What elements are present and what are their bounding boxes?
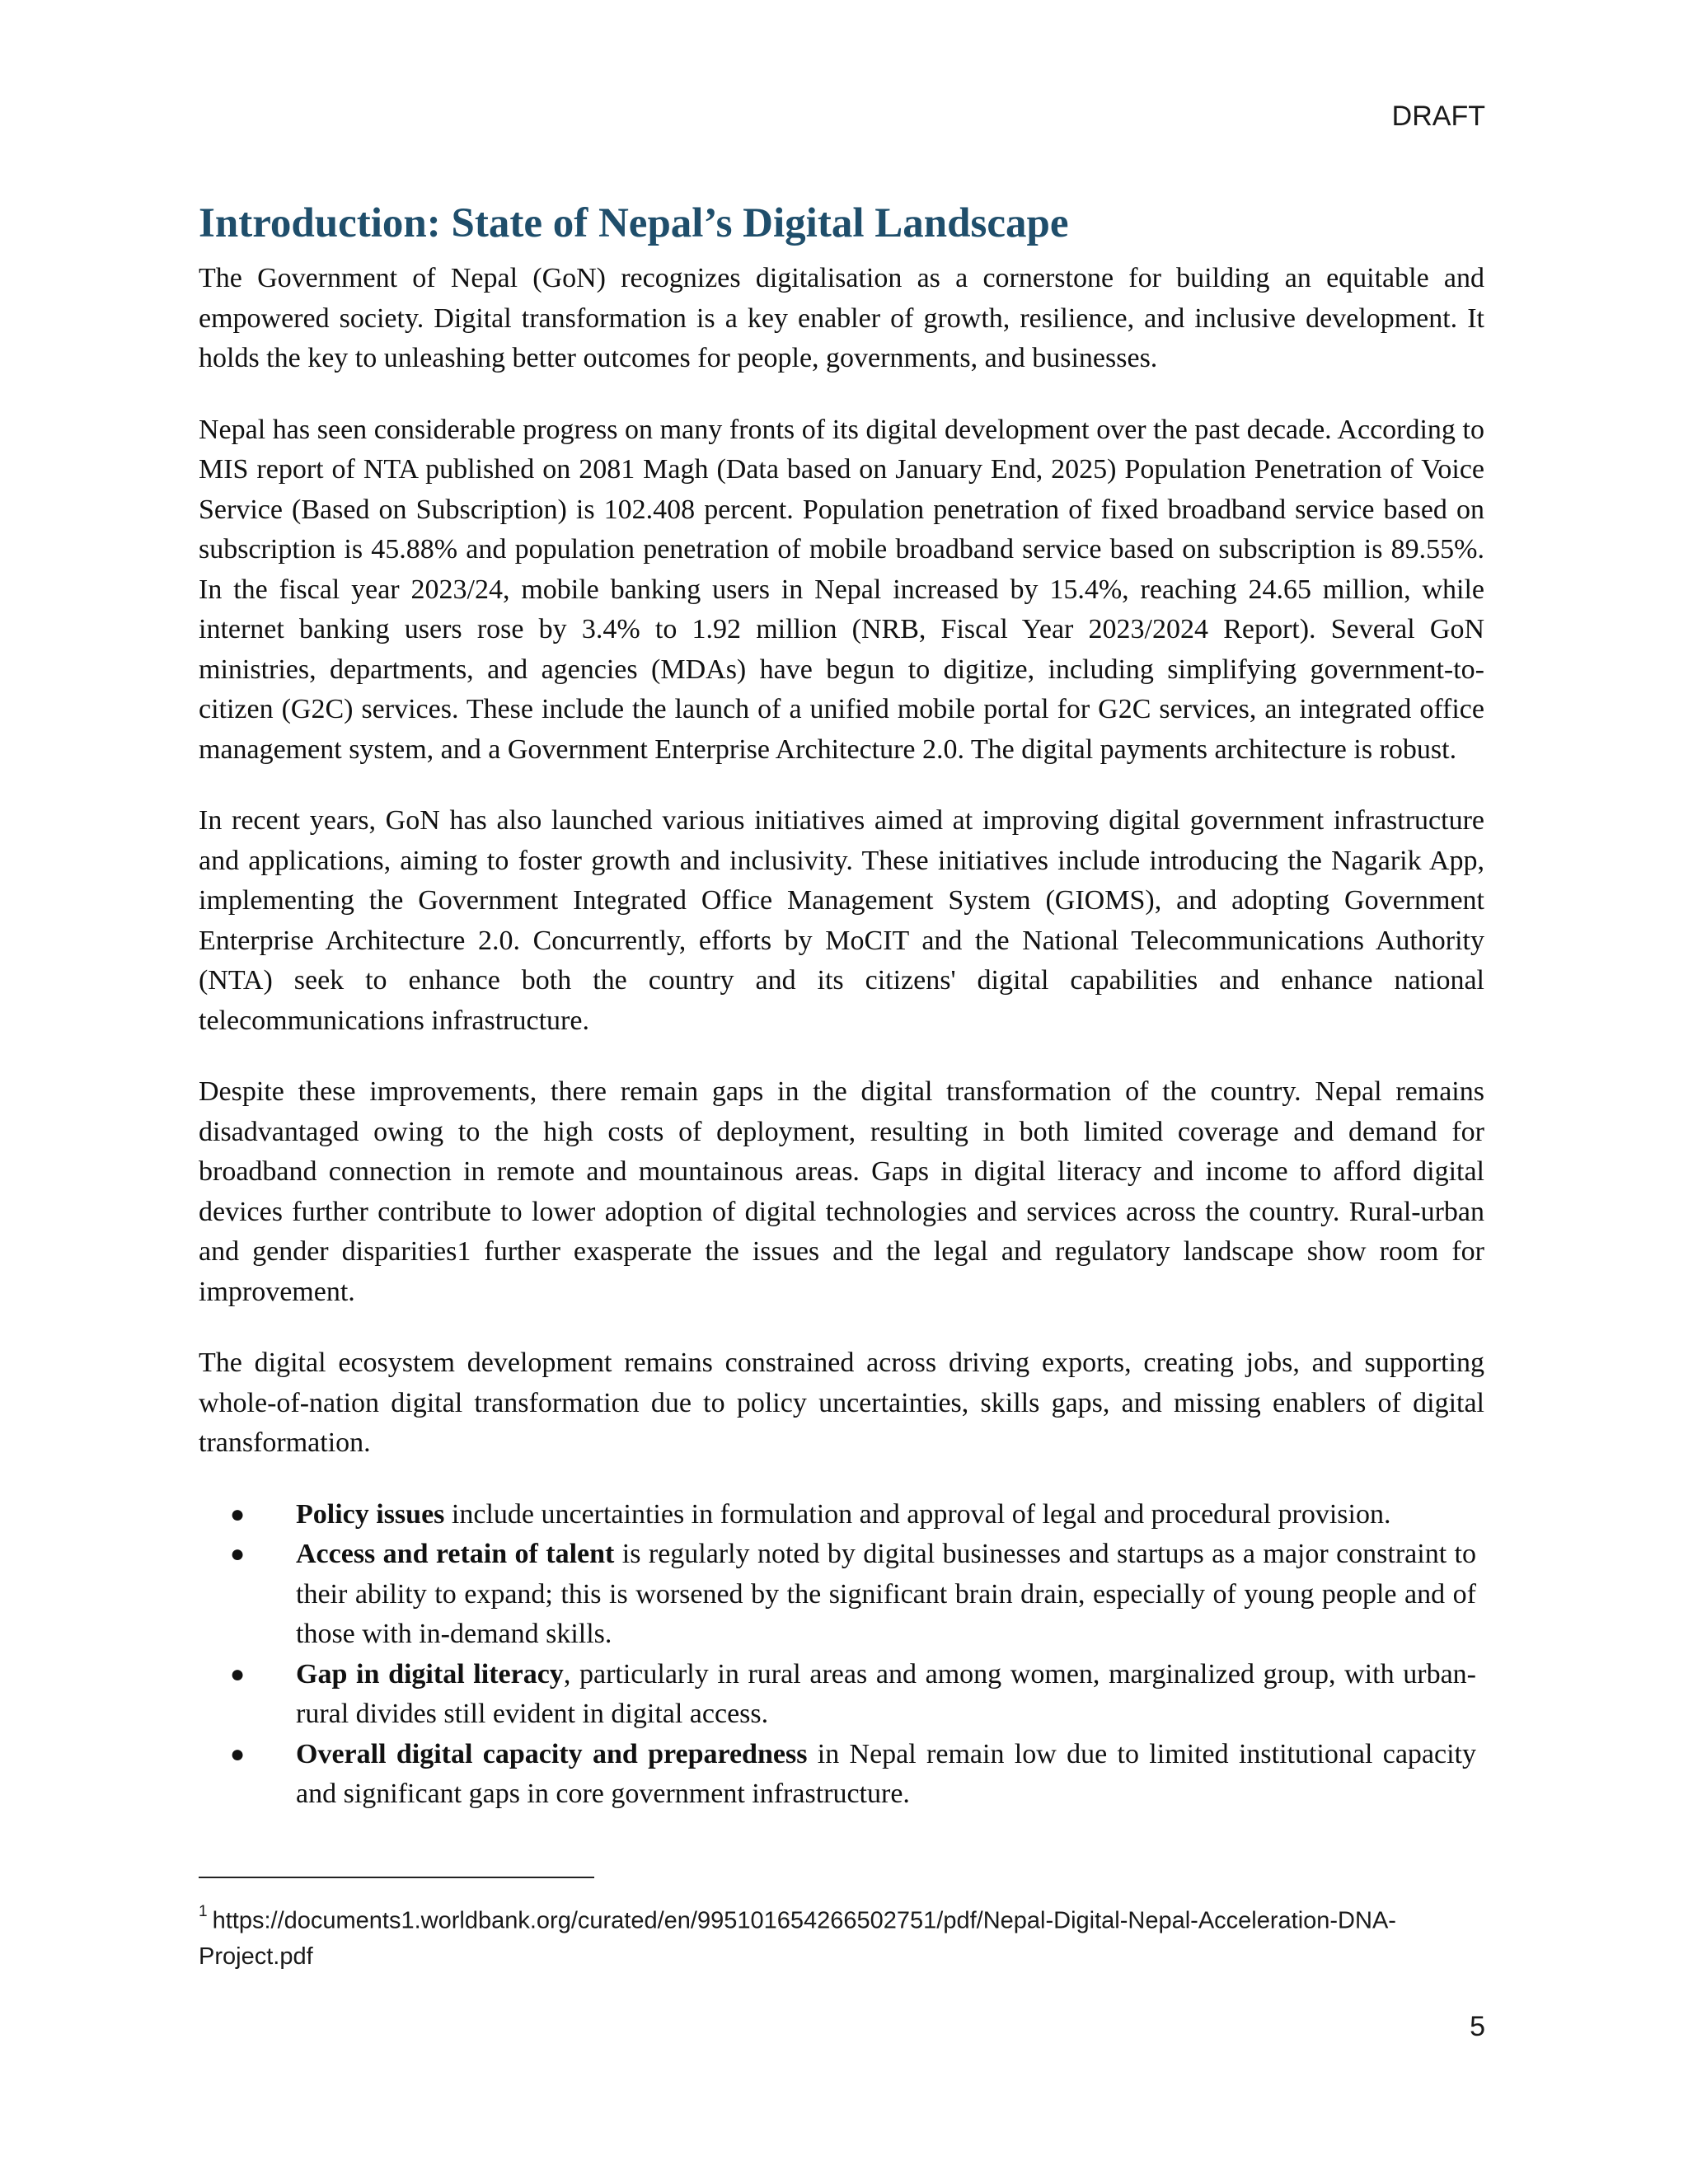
constraints-bullet-list (199, 1495, 1484, 1815)
bullet-icon: ● (230, 1540, 246, 1568)
bullet-text: is regularly noted by digital businesses and startups as a major constraint to their ability to expand; this is worsened by the significant brain drain, especially of young people and of those with in-demand skills. (296, 1539, 1476, 1649)
bullet-item-capacity (230, 1735, 1484, 1815)
bullet-icon: ● (230, 1500, 246, 1528)
page-content (199, 198, 1484, 1815)
bullet-icon: ● (230, 1740, 246, 1768)
footnote-divider (199, 1877, 594, 1878)
bullet-icon: ● (230, 1660, 246, 1688)
page-number: 5 (1470, 2011, 1485, 2042)
bullet-item-talent (230, 1535, 1484, 1655)
bullet-text: include uncertainties in formulation and approval of legal and procedural provision. (444, 1498, 1391, 1530)
bullet-bold-label: Gap in digital literacy (296, 1658, 564, 1690)
paragraph-progress: Nepal has seen considerable progress on many fronts of its digital development over the past decade. According to MIS report of NTA published on 2081 Magh (Data based on January End, 2025) Population Penetration of Voice Service (Based on Subscription) is 102.408 percent. Population penetration of fixed broadband service based on subscription is 45.88% and population penetration of mobile broadband service based on subscription is 89.55%. In the fiscal year 2023/24, mobile banking users in Nepal increased by 15.4%, reaching 24.65 million, while internet banking users rose by 3.4% to 1.92 million (NRB, Fiscal Year 2023/2024 Report). Several GoN ministries, departments, and agencies (MDAs) have begun to digitize, including simplifying government-to-citizen (G2C) services. These include the launch of a unified mobile portal for G2C services, an integrated office management system, and a Government Enterprise Architecture 2.0. The digital payments architecture is robust. (199, 414, 1484, 765)
footnote-marker: 1 (199, 1903, 208, 1920)
bullet-text: in Nepal remain low due to limited institutional capacity and significant gaps in core government infrastructure. (296, 1738, 1476, 1809)
bullet-bold-label: Access and retain of talent (296, 1539, 615, 1569)
footnote-link[interactable]: https://documents1.worldbank.org/curated/en/995101654266502751/pdf/Nepal-Digital-Nepal-Acceleration-DNA-Project.pdf (199, 1907, 1396, 1970)
draft-header-label: DRAFT (1391, 101, 1485, 132)
bullet-text: , particularly in rural areas and among women, marginalized group, with urban-rural divides still evident in digital access. (296, 1658, 1476, 1729)
footnote (199, 1897, 1435, 1975)
paragraph-gaps: Despite these improvements, there remain gaps in the digital transformation of the country. Nepal remains disadvantaged owing to the high costs of deployment, resulting in both limited coverage and demand for broadband connection in remote and mountainous areas. Gaps in digital literacy and income to afford digital devices further contribute to lower adoption of digital technologies and services across the country. Rural-urban and gender disparities1 further exasperate the issues and the legal and regulatory landscape show room for improvement. (199, 1076, 1484, 1307)
paragraph-initiatives: In recent years, GoN has also launched various initiatives aimed at improving digital government infrastructure and applications, aiming to foster growth and inclusivity. These initiatives include introducing the Nagarik App, implementing the Government Integrated Office Management System (GIOMS), and adopting Government Enterprise Architecture 2.0. Concurrently, efforts by MoCIT and the National Telecommunications Authority (NTA) seek to enhance both the country and its citizens' digital capabilities and enhance national telecommunications infrastructure. (199, 805, 1484, 1036)
bullet-bold-label: Policy issues (296, 1498, 445, 1530)
bullet-item-literacy (230, 1655, 1484, 1735)
paragraph-intro: The Government of Nepal (GoN) recognizes digitalisation as a cornerstone for building an equitable and empowered society. Digital transformation is a key enabler of growth, resilience, and inclusive development. It holds the key to unleashing better outcomes for people, governments, and businesses. (199, 263, 1484, 373)
paragraph-constraints: The digital ecosystem development remains constrained across driving exports, creating jobs, and supporting whole-of-nation digital transformation due to policy uncertainties, skills gaps, and missing enablers of digital transformation. (199, 1347, 1484, 1458)
bullet-item-policy (230, 1495, 1484, 1535)
page-title: Introduction: State of Nepal’s Digital Landscape (199, 200, 1069, 246)
bullet-bold-label: Overall digital capacity and preparedness (296, 1738, 808, 1769)
